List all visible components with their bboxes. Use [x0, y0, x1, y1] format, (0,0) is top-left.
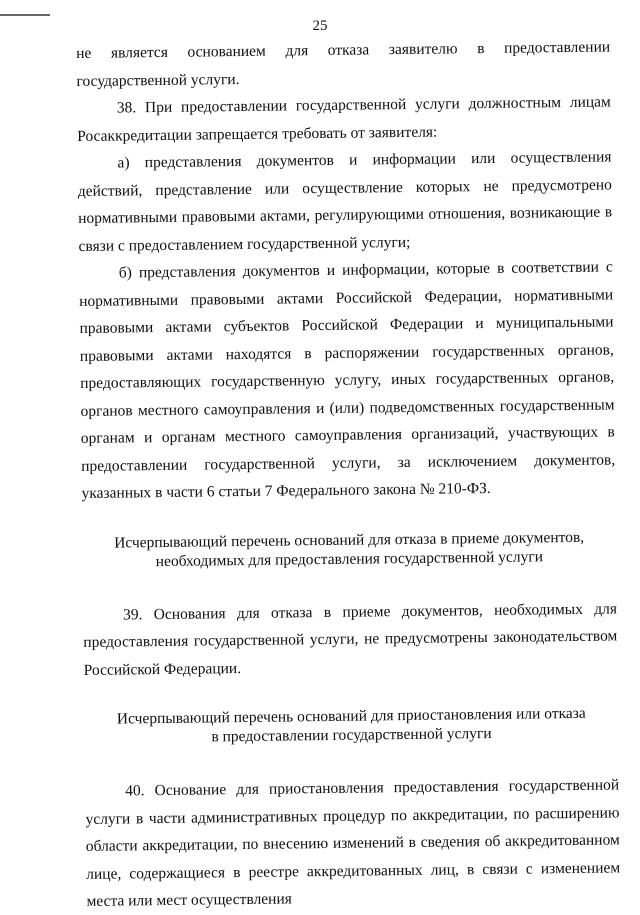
heading-line: необходимых для предоставления государственной услуги	[155, 547, 544, 570]
paragraph-38-a: а) представления документов и информации или осуществления действий, представление или осуществление которых не предусмотрено нормативными правовыми актами, регулирующими отношения, возникающие в связи с предоставлением государственной услуги;	[77, 148, 613, 255]
heading-line: Исчерпывающий перечень оснований для отказа в приеме документов,	[114, 528, 585, 552]
document-page	[76, 33, 621, 915]
paragraph-38-b: б) представления документов и информации, которые в соответствии с нормативными правовыми актами Российской Федерации, нормативными правовыми актами субъектов Российской Федерации и муниципальными правовыми актами находятся в распоряжении государственных органов, предоставляющих государственную услугу, иных государственных органов, органов местного самоуправления и (или) подведомственных государственным органам и органам местного самоуправления организаций, участвующих в предоставлении государственной услуги, за исключением документов, указанных в части 6 статьи 7 Федерального закона № 210-ФЗ.	[79, 258, 616, 502]
page-number: 25	[312, 18, 328, 34]
paragraph-39: 39. Основания для отказа в приеме документов, необходимых для предоставления государственной услуги, не предусмотрены законодательством Российской Федерации.	[83, 599, 618, 679]
paragraph-continuation: не является основанием для отказа заявителю в предоставлении государственной услуги.	[76, 38, 611, 90]
scan-artifact-line	[0, 14, 50, 16]
paragraph-40: 40. Основание для приостановления предоставления государственной услуги в части административных процедур по аккредитации, по расширению области аккредитации, по внесению изменений в сведения об аккредитованном лице, содержащиеся в реестре аккредитованных лиц, в связи с изменением места или мест осуществления	[85, 776, 621, 910]
paragraph-38: 38. При предоставлении государственной услуги должностным лицам Росаккредитации запрещается требовать от заявителя:	[77, 93, 611, 145]
heading-line: в предоставлении государственной услуги	[211, 724, 492, 746]
section-heading-suspension-refusal	[84, 703, 618, 748]
section-heading-refusal-acceptance	[82, 527, 616, 572]
heading-line: Исчерпывающий перечень оснований для приостановления или отказа	[116, 704, 586, 728]
